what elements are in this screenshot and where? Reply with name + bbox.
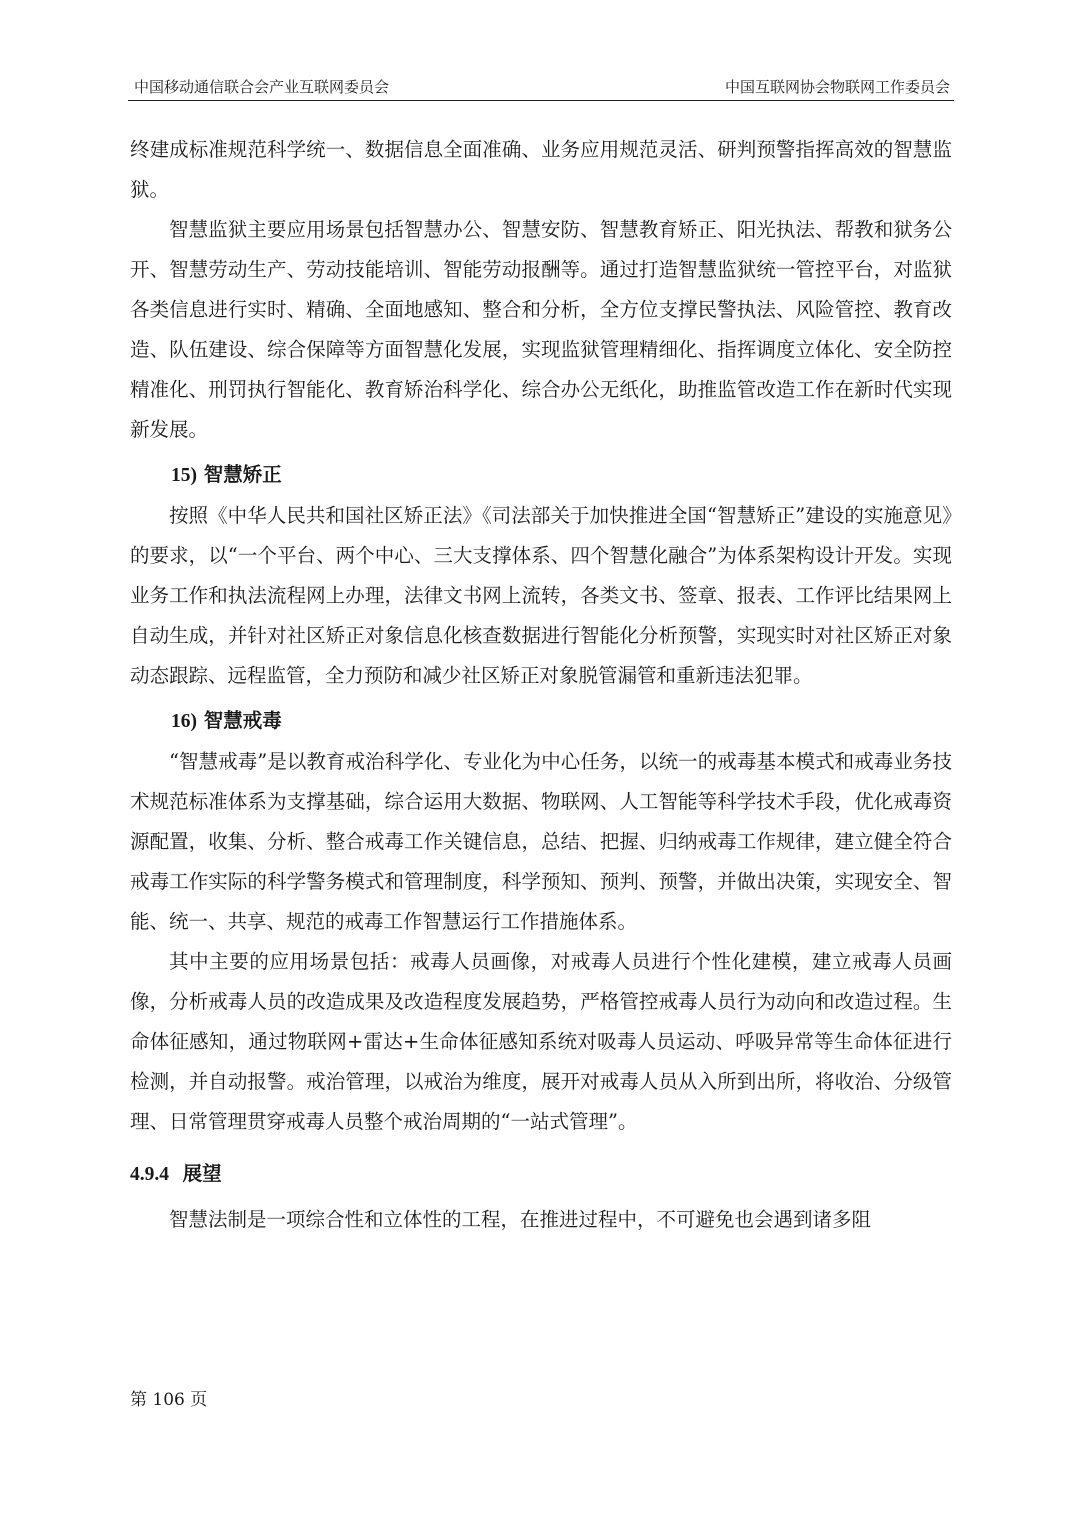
heading-number: 4.9.4 [130,1164,169,1185]
paragraph-continuation: 终建成标准规范科学统一、数据信息全面准确、业务应用规范灵活、研判预警指挥高效的智慧监狱。 [130,138,952,201]
heading-text: 智慧矫正 [203,463,282,486]
document-body [130,130,952,1240]
heading-number: 15) [171,465,197,486]
paragraph-smart-prison: 智慧监狱主要应用场景包括智慧办公、智慧安防、智慧教育矫正、阳光执法、帮教和狱务公开、智慧劳动生产、劳动技能培训、智能劳动报酬等。通过打造智慧监狱统一管控平台，对监狱各类信息进行实时、精确、全面地感知、整合和分析，全方位支撑民警执法、风险管控、教育改造、队伍建设、综合保障等方面智慧化发展，实现监狱管理精细化、指挥调度立体化、安全防控精准化、刑罚执行智能化、教育矫治科学化、综合办公无纸化，助推监管改造工作在新时代实现新发展。 [130,218,952,441]
paragraph-rehab-scenarios: 其中主要的应用场景包括：戒毒人员画像，对戒毒人员进行个性化建模，建立戒毒人员画像，分析戒毒人员的改造成果及改造程度发展趋势，严格管控戒毒人员行为动向和改造过程。生命体征感知，通过物联网+雷达+生命体征感知系统对吸毒人员运动、呼吸异常等生命体征进行检测，并自动报警。戒治管理，以戒治为维度，展开对戒毒人员从入所到出所，将收治、分级管理、日常管理贯穿戒毒人员整个戒治周期的“一站式管理”。 [130,950,952,1133]
heading-smart-rehab [130,701,952,742]
heading-smart-correction [130,455,952,496]
paragraph-smart-correction: 按照《中华人民共和国社区矫正法》《司法部关于加快推进全国“智慧矫正”建设的实施意见》的要求，以“一个平台、两个中心、三大支撑体系、四个智慧化融合”为体系架构设计开发。实现业务工作和执法流程网上办理，法律文书网上流转，各类文书、签章、报表、工作评比结果网上自动生成，并针对社区矫正对象信息化核查数据进行智能化分析预警，实现实时对社区矫正对象动态跟踪、远程监管，全力预防和减少社区矫正对象脱管漏管和重新违法犯罪。 [130,504,952,687]
heading-outlook [130,1154,952,1195]
paragraph-smart-rehab: “智慧戒毒”是以教育戒治科学化、专业化为中心任务，以统一的戒毒基本模式和戒毒业务技术规范标准体系为支撑基础，综合运用大数据、物联网、人工智能等科学技术手段，优化戒毒资源配置，收集、分析、整合戒毒工作关键信息，总结、把握、归纳戒毒工作规律，建立健全符合戒毒工作实际的科学警务模式和管理制度，科学预知、预判、预警，并做出决策，实现安全、智能、统一、共享、规范的戒毒工作智慧运行工作措施体系。 [130,750,952,933]
header-right-org: 中国互联网协会物联网工作委员会 [724,78,950,96]
heading-number: 16) [171,711,197,732]
heading-text: 展望 [182,1162,222,1185]
header-left-org: 中国移动通信联合会产业互联网委员会 [134,78,390,96]
page-number: 第 106 页 [130,1390,208,1410]
page-header [128,76,954,101]
paragraph-outlook: 智慧法制是一项综合性和立体性的工程，在推进过程中，不可避免也会遇到诸多阻 [169,1208,872,1231]
heading-text: 智慧戒毒 [203,709,282,732]
